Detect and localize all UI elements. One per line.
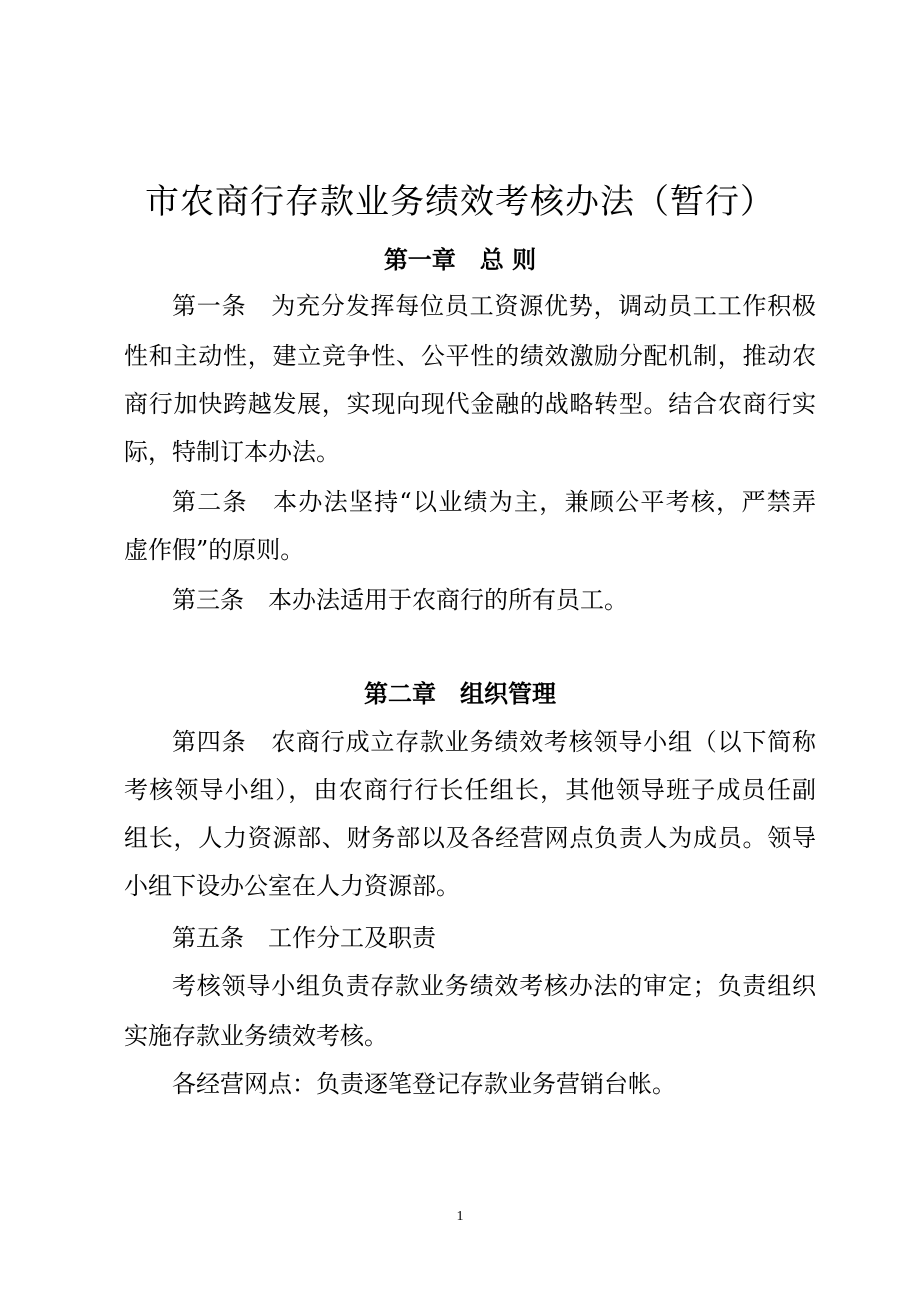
duty-1-line-1: 考核领导小组负责存款业务绩效考核办法的审定；负责组织 bbox=[172, 972, 816, 1000]
page-number: 1 bbox=[456, 1209, 464, 1224]
article-5-line-1: 第五条 工作分工及职责 bbox=[172, 924, 436, 952]
article-4-line-1: 第四条 农商行成立存款业务绩效考核领导小组（以下简称 bbox=[172, 728, 816, 756]
document-title: 市农商行存款业务绩效考核办法（暂行） bbox=[145, 182, 775, 222]
article-1-line-1: 第一条 为充分发挥每位员工资源优势，调动员工工作积极 bbox=[172, 292, 816, 320]
duty-1-line-2: 实施存款业务绩效考核。 bbox=[124, 1022, 388, 1050]
article-1-line-3: 商行加快跨越发展，实现向现代金融的战略转型。结合农商行实 bbox=[124, 390, 816, 418]
article-4-line-2: 考核领导小组），由农商行行长任组长，其他领导班子成员任副 bbox=[124, 776, 816, 804]
article-4-line-3: 组长，人力资源部、财务部以及各经营网点负责人为成员。领导 bbox=[124, 824, 816, 852]
duty-2-line-1: 各经营网点：负责逐笔登记存款业务营销台帐。 bbox=[172, 1070, 676, 1098]
article-2-line-1: 第二条 本办法坚持“以业绩为主，兼顾公平考核，严禁弄 bbox=[172, 488, 816, 516]
chapter-2-heading: 第二章 组织管理 bbox=[364, 680, 556, 708]
article-4-line-4: 小组下设办公室在人力资源部。 bbox=[124, 872, 460, 900]
chapter-1-heading: 第一章 总 则 bbox=[383, 246, 537, 274]
article-1-line-2: 性和主动性，建立竞争性、公平性的绩效激励分配机制，推动农 bbox=[124, 342, 816, 370]
article-3-line-1: 第三条 本办法适用于农商行的所有员工。 bbox=[172, 586, 628, 614]
article-1-line-4: 际，特制订本办法。 bbox=[124, 438, 340, 466]
article-2-line-2: 虚作假”的原则。 bbox=[124, 536, 305, 564]
